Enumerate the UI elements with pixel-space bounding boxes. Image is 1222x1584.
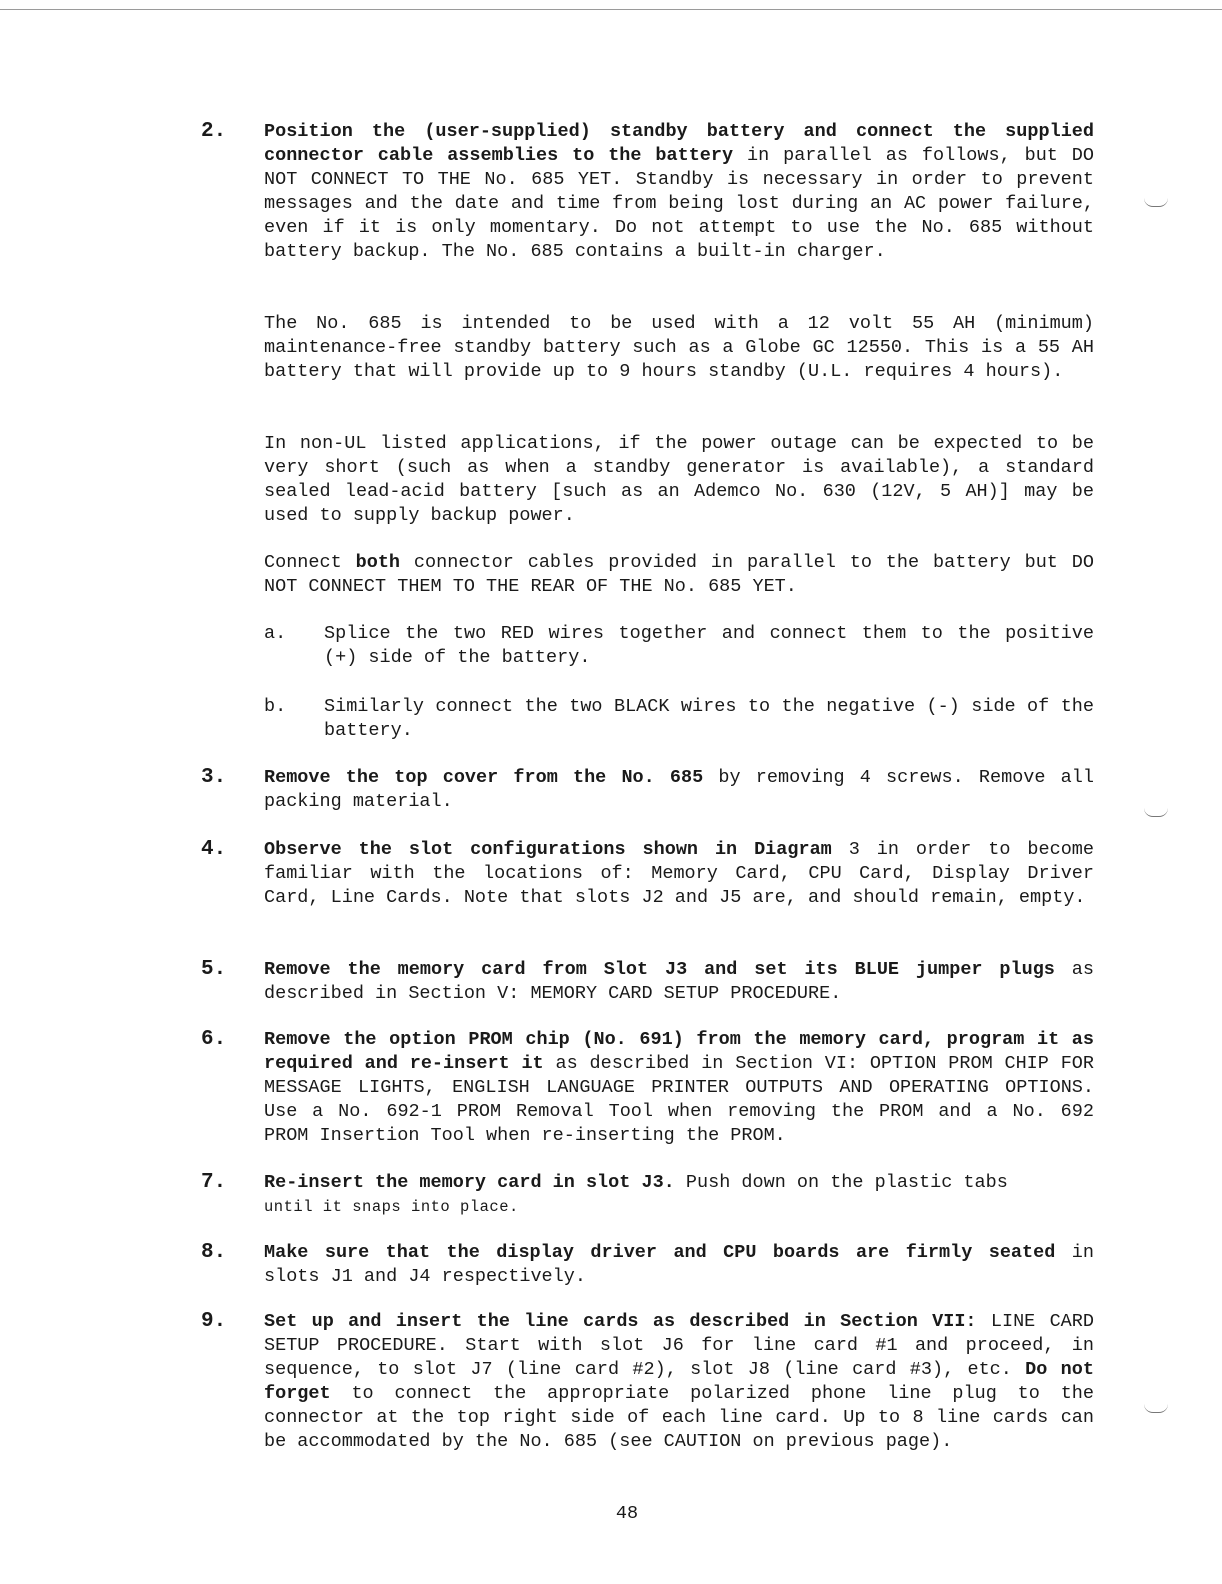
- connect-cables-paragraph: [264, 551, 1094, 599]
- subitem-letter: b.: [264, 696, 287, 717]
- step-bold-text: Position the (user-supplied) standby battery and connect the supplied connector cable assemblies to the battery: [264, 121, 1094, 166]
- step-bold-text: Set up and insert the line cards as described in Section VII:: [264, 1311, 977, 1332]
- step-bold-text: Make sure that the display driver and CPU boards are firmly seated: [264, 1242, 1056, 1263]
- step-text: [264, 120, 1094, 264]
- step-number: 6.: [201, 1028, 227, 1051]
- step-plain-text: to connect the appropriate polarized phone line plug to the connector at the top right side of each line card. Up to 8 line cards can be accommodated by the No. 685 (see CAUTION on previous page).: [264, 1383, 1094, 1452]
- para-text: Connect: [264, 552, 356, 573]
- punch-hole-mark: [1144, 808, 1168, 817]
- top-rule: [0, 9, 1222, 10]
- subitem-text: Splice the two RED wires together and connect them to the positive (+) side of the battery.: [324, 623, 1094, 668]
- step-bold-text: Re-insert the memory card in slot J3.: [264, 1172, 675, 1193]
- step-number: 5.: [201, 958, 227, 981]
- step-plain-text: in slots J1 and J4 respectively.: [264, 1242, 1094, 1287]
- step-text: [264, 838, 1094, 910]
- step-plain-text: 3 in order to become familiar with the locations of: Memory Card, CPU Card, Display Driver Card, Line Cards. Note that slots J2 and J5 are, and should remain, empty.: [264, 839, 1094, 908]
- step-plain-text: LINE CARD SETUP PROCEDURE. Start with slot J6 for line card #1 and proceed, in sequence, to slot J7 (line card #2), slot J8 (line card #3), etc.: [264, 1311, 1094, 1380]
- step-bold-text: Observe the slot configurations shown in Diagram: [264, 839, 832, 860]
- para-text: connector cables provided in parallel to the battery but DO NOT CONNECT THEM TO THE REAR OF THE No. 685 YET.: [264, 552, 1094, 597]
- step-number: 2.: [201, 120, 227, 143]
- step-number: 7.: [201, 1171, 227, 1194]
- step-number: 9.: [201, 1310, 227, 1333]
- step-plain-text: in parallel as follows, but DO NOT CONNECT TO THE No. 685 YET. Standby is necessary in order to prevent messages and the date and time from being lost during an AC power failure, even if it is only momentary. Do not attempt to use the No. 685 without battery backup. The No. 685 contains a built-in charger.: [264, 145, 1094, 262]
- step-plain-text: Push down on the plastic tabs: [674, 1172, 1008, 1193]
- step-bold-text: Remove the memory card from Slot J3 and set its BLUE jumper plugs: [264, 959, 1055, 980]
- non-ul-paragraph: In non-UL listed applications, if the power outage can be expected to be very short (such as when a standby generator is available), a standard sealed lead-acid battery [such as an Ademco No. 630 (12V, 5 AH)] may be used to supply backup power.: [264, 433, 1094, 526]
- para-bold: both: [355, 552, 401, 573]
- step-bold-text: Remove the top cover from the No. 685: [264, 767, 704, 788]
- step-text: [264, 766, 1094, 814]
- subitem-letter: a.: [264, 623, 287, 644]
- step-number: 3.: [201, 766, 227, 789]
- step-number: 4.: [201, 838, 227, 861]
- battery-spec-paragraph: The No. 685 is intended to be used with a 12 volt 55 AH (minimum) maintenance-free standby battery such as a Globe GC 12550. This is a 55 AH battery that will provide up to 9 hours standby (U.L. requires 4 hours).: [264, 313, 1094, 382]
- step-text: [264, 958, 1094, 1006]
- page-number: 48: [615, 1503, 639, 1524]
- step-plain-text: until it snaps into place.: [264, 1198, 519, 1216]
- step-number: 8.: [201, 1241, 227, 1264]
- step-bold-text: Do not forget: [264, 1359, 1094, 1404]
- step-text: [264, 1310, 1094, 1454]
- step-plain-text: as described in Section VI: OPTION PROM CHIP FOR MESSAGE LIGHTS, ENGLISH LANGUAGE PRINTER OUTPUTS AND OPERATING OPTIONS. Use a No. 692-1 PROM Removal Tool when removing the PROM and a No. 692 PROM Insertion Tool when re-inserting the PROM.: [264, 1053, 1095, 1146]
- step-text: [264, 1241, 1094, 1289]
- step-text: [264, 1171, 1094, 1219]
- subitem-text: Similarly connect the two BLACK wires to the negative (-) side of the battery.: [324, 696, 1094, 741]
- step-plain-text: by removing 4 screws. Remove all packing material.: [264, 767, 1094, 812]
- step-bold-text: Remove the option PROM chip (No. 691) from the memory card, program it as required and re-insert it: [264, 1029, 1094, 1074]
- step-text: [264, 1028, 1094, 1148]
- punch-hole-mark: [1144, 198, 1168, 207]
- step-plain-text: as described in Section V: MEMORY CARD SETUP PROCEDURE.: [264, 959, 1094, 1004]
- punch-hole-mark: [1144, 1404, 1168, 1413]
